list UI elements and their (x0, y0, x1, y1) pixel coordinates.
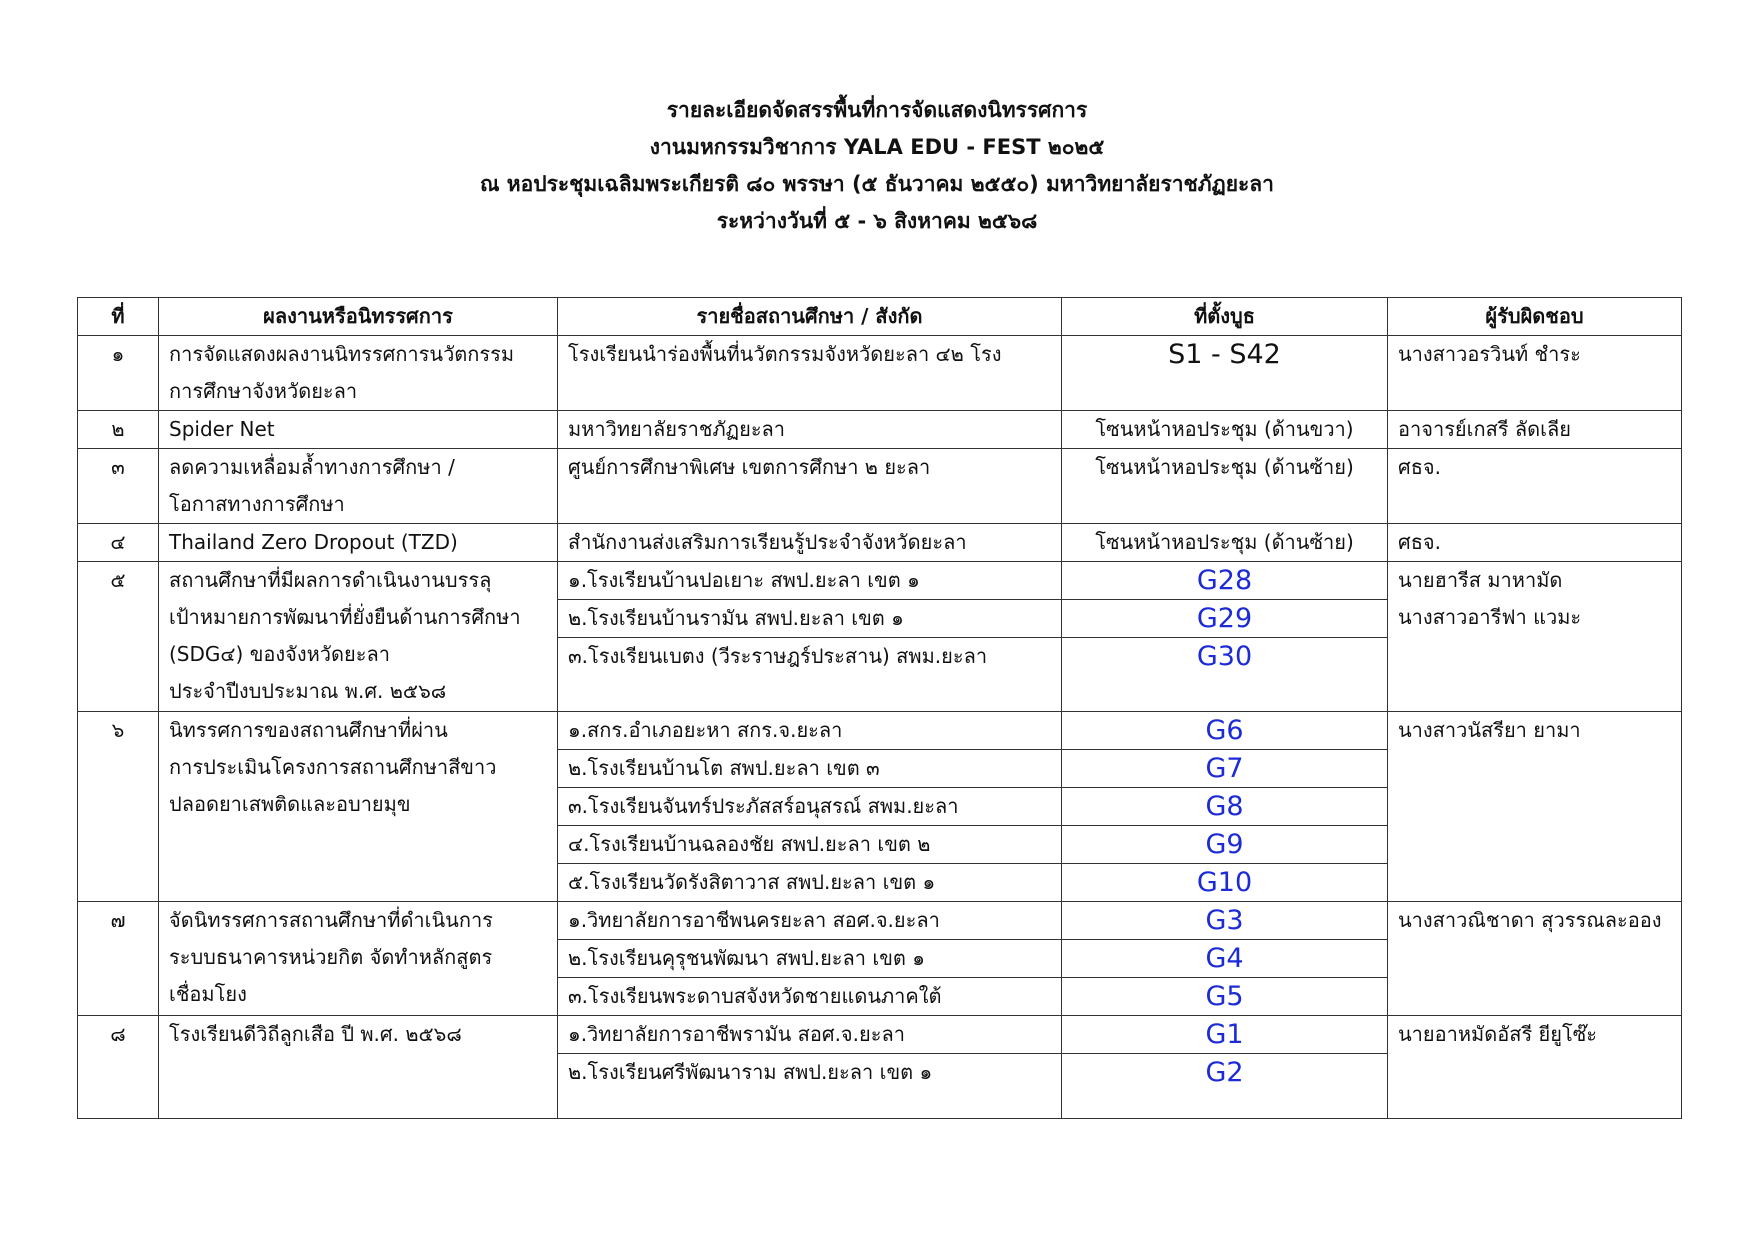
header-venue: ณ หอประชุมเฉลิมพระเกียรติ ๘๐ พรรษา (๕ ธันวาคม ๒๕๕๐) มหาวิทยาลัยราชภัฏยะลา (480, 172, 1274, 196)
booth-location: G5 (1062, 978, 1388, 1016)
work-title-cell (159, 449, 558, 524)
work-title-cell (159, 524, 558, 562)
school-name: ๒.โรงเรียนศรีพัฒนาราม สพป.ยะลา เขต ๑ (558, 1054, 1062, 1119)
responsible-person-line: นางสาวณิชาดา สุวรรณละออง (1398, 908, 1662, 932)
work-title-line: สถานศึกษาที่มีผลการดำเนินงานบรรลุ (169, 568, 492, 592)
work-title-line: เชื่อมโยง (169, 982, 247, 1006)
table-row (78, 449, 1682, 524)
school-name: ๒.โรงเรียนบ้านโต สพป.ยะลา เขต ๓ (558, 750, 1062, 788)
school-name: มหาวิทยาลัยราชภัฏยะลา (558, 411, 1062, 449)
work-title-line: โรงเรียนดีวิถีลูกเสือ ปี พ.ศ. ๒๕๖๘ (169, 1022, 462, 1046)
table-row (78, 562, 1682, 600)
booth-location: G8 (1062, 788, 1388, 826)
header-title: รายละเอียดจัดสรรพื้นที่การจัดแสดงนิทรรศการ (666, 98, 1088, 122)
work-title-line: Thailand Zero Dropout (TZD) (169, 530, 458, 554)
table-row (78, 524, 1682, 562)
school-name: ๑.สกร.อำเภอยะหา สกร.จ.ยะลา (558, 712, 1062, 750)
work-title-line: เป้าหมายการพัฒนาที่ยั่งยืนด้านการศึกษา (169, 605, 521, 629)
row-number: ๖ (78, 712, 159, 902)
school-name: ๒.โรงเรียนคุรุชนพัฒนา สพป.ยะลา เขต ๑ (558, 940, 1062, 978)
column-header-booth: ที่ตั้งบูธ (1062, 298, 1388, 336)
school-name: ๓.โรงเรียนจันทร์ประภัสสร์อนุสรณ์ สพม.ยะลา (558, 788, 1062, 826)
booth-location: G28 (1062, 562, 1388, 600)
work-title-line: จัดนิทรรศการสถานศึกษาที่ดำเนินการ (169, 908, 493, 932)
booth-location: G1 (1062, 1016, 1388, 1054)
booth-allocation-table (77, 297, 1682, 1119)
work-title-line: ปลอดยาเสพติดและอบายมุข (169, 792, 411, 816)
responsible-person-line: นางสาวอารีฟา แวมะ (1398, 605, 1582, 629)
work-title-line: การศึกษาจังหวัดยะลา (169, 379, 358, 403)
work-title-cell (159, 1016, 558, 1119)
row-number: ๒ (78, 411, 159, 449)
school-name: ๒.โรงเรียนบ้านรามัน สพป.ยะลา เขต ๑ (558, 600, 1062, 638)
booth-location: G9 (1062, 826, 1388, 864)
booth-location: โซนหน้าหอประชุม (ด้านซ้าย) (1062, 449, 1388, 524)
school-name: ๑.วิทยาลัยการอาชีพรามัน สอศ.จ.ยะลา (558, 1016, 1062, 1054)
booth-location: G7 (1062, 750, 1388, 788)
responsible-person-line: ศธจ. (1398, 455, 1441, 479)
booth-location: G30 (1062, 638, 1388, 712)
responsible-person-cell (1388, 449, 1682, 524)
responsible-person-cell (1388, 336, 1682, 411)
table-row (78, 902, 1682, 940)
responsible-person-cell (1388, 411, 1682, 449)
header-date: ระหว่างวันที่ ๕ - ๖ สิงหาคม ๒๕๖๘ (716, 209, 1038, 233)
school-name: ศูนย์การศึกษาพิเศษ เขตการศึกษา ๒ ยะลา (558, 449, 1062, 524)
booth-location: โซนหน้าหอประชุม (ด้านซ้าย) (1062, 524, 1388, 562)
responsible-person-line: อาจารย์เกสรี ลัดเลีย (1398, 417, 1571, 441)
work-title-cell (159, 902, 558, 1016)
responsible-person-cell (1388, 902, 1682, 1016)
booth-location: G6 (1062, 712, 1388, 750)
booth-location: G3 (1062, 902, 1388, 940)
school-name: ๑.วิทยาลัยการอาชีพนครยะลา สอศ.จ.ยะลา (558, 902, 1062, 940)
document-header (0, 92, 1754, 240)
work-title-line: ลดความเหลื่อมล้ำทางการศึกษา / (169, 455, 455, 479)
column-header-no: ที่ (78, 298, 159, 336)
work-title-line: การประเมินโครงการสถานศึกษาสีขาว (169, 755, 497, 779)
column-header-responsible: ผู้รับผิดชอบ (1388, 298, 1682, 336)
school-name: ๑.โรงเรียนบ้านปอเยาะ สพป.ยะลา เขต ๑ (558, 562, 1062, 600)
row-number: ๕ (78, 562, 159, 712)
school-name: ๓.โรงเรียนเบตง (วีระราษฎร์ประสาน) สพม.ยะลา (558, 638, 1062, 712)
table-body (78, 336, 1682, 1119)
work-title-line: Spider Net (169, 417, 275, 441)
column-header-school: รายชื่อสถานศึกษา / สังกัด (558, 298, 1062, 336)
responsible-person-cell (1388, 524, 1682, 562)
header-event: งานมหกรรมวิชาการ YALA EDU - FEST ๒๐๒๕ (649, 135, 1105, 159)
booth-location: โซนหน้าหอประชุม (ด้านขวา) (1062, 411, 1388, 449)
school-name: ๔.โรงเรียนบ้านฉลองชัย สพป.ยะลา เขต ๒ (558, 826, 1062, 864)
row-number: ๗ (78, 902, 159, 1016)
work-title-line: โอกาสทางการศึกษา (169, 492, 345, 516)
responsible-person-line: นายฮารีส มาหามัด (1398, 568, 1563, 592)
work-title-line: ระบบธนาคารหน่วยกิต จัดทำหลักสูตร (169, 945, 493, 969)
row-number: ๑ (78, 336, 159, 411)
work-title-line: การจัดแสดงผลงานนิทรรศการนวัตกรรม (169, 342, 515, 366)
responsible-person-cell (1388, 1016, 1682, 1119)
row-number: ๘ (78, 1016, 159, 1119)
work-title-cell (159, 712, 558, 902)
school-name: สำนักงานส่งเสริมการเรียนรู้ประจำจังหวัดยะลา (558, 524, 1062, 562)
table-row (78, 712, 1682, 750)
booth-location: G10 (1062, 864, 1388, 902)
work-title-cell (159, 411, 558, 449)
work-title-line: ประจำปีงบประมาณ พ.ศ. ๒๕๖๘ (169, 679, 447, 703)
responsible-person-line: นางสาวอรวินท์ ชำระ (1398, 342, 1581, 366)
work-title-line: (SDG๔) ของจังหวัดยะลา (169, 642, 390, 666)
school-name: ๕.โรงเรียนวัดรังสิตาวาส สพป.ยะลา เขต ๑ (558, 864, 1062, 902)
table-row (78, 411, 1682, 449)
booth-location: G2 (1062, 1054, 1388, 1119)
school-name: ๓.โรงเรียนพระดาบสจังหวัดชายแดนภาคใต้ (558, 978, 1062, 1016)
work-title-line: นิทรรศการของสถานศึกษาที่ผ่าน (169, 718, 448, 742)
school-name: โรงเรียนนำร่องพื้นที่นวัตกรรมจังหวัดยะลา ๔๒ โรง (558, 336, 1062, 411)
responsible-person-cell (1388, 712, 1682, 902)
responsible-person-line: นางสาวนัสรียา ยามา (1398, 718, 1581, 742)
work-title-cell (159, 336, 558, 411)
responsible-person-cell (1388, 562, 1682, 712)
row-number: ๓ (78, 449, 159, 524)
booth-location: G4 (1062, 940, 1388, 978)
row-number: ๔ (78, 524, 159, 562)
responsible-person-line: นายอาหมัดอัสรี ยียูโซ๊ะ (1398, 1022, 1598, 1046)
column-header-work: ผลงานหรือนิทรรศการ (159, 298, 558, 336)
booth-location: S1 - S42 (1062, 336, 1388, 411)
table-header-row (78, 298, 1682, 336)
table-row (78, 1016, 1682, 1054)
table-row (78, 336, 1682, 411)
work-title-cell (159, 562, 558, 712)
booth-location: G29 (1062, 600, 1388, 638)
responsible-person-line: ศธจ. (1398, 530, 1441, 554)
